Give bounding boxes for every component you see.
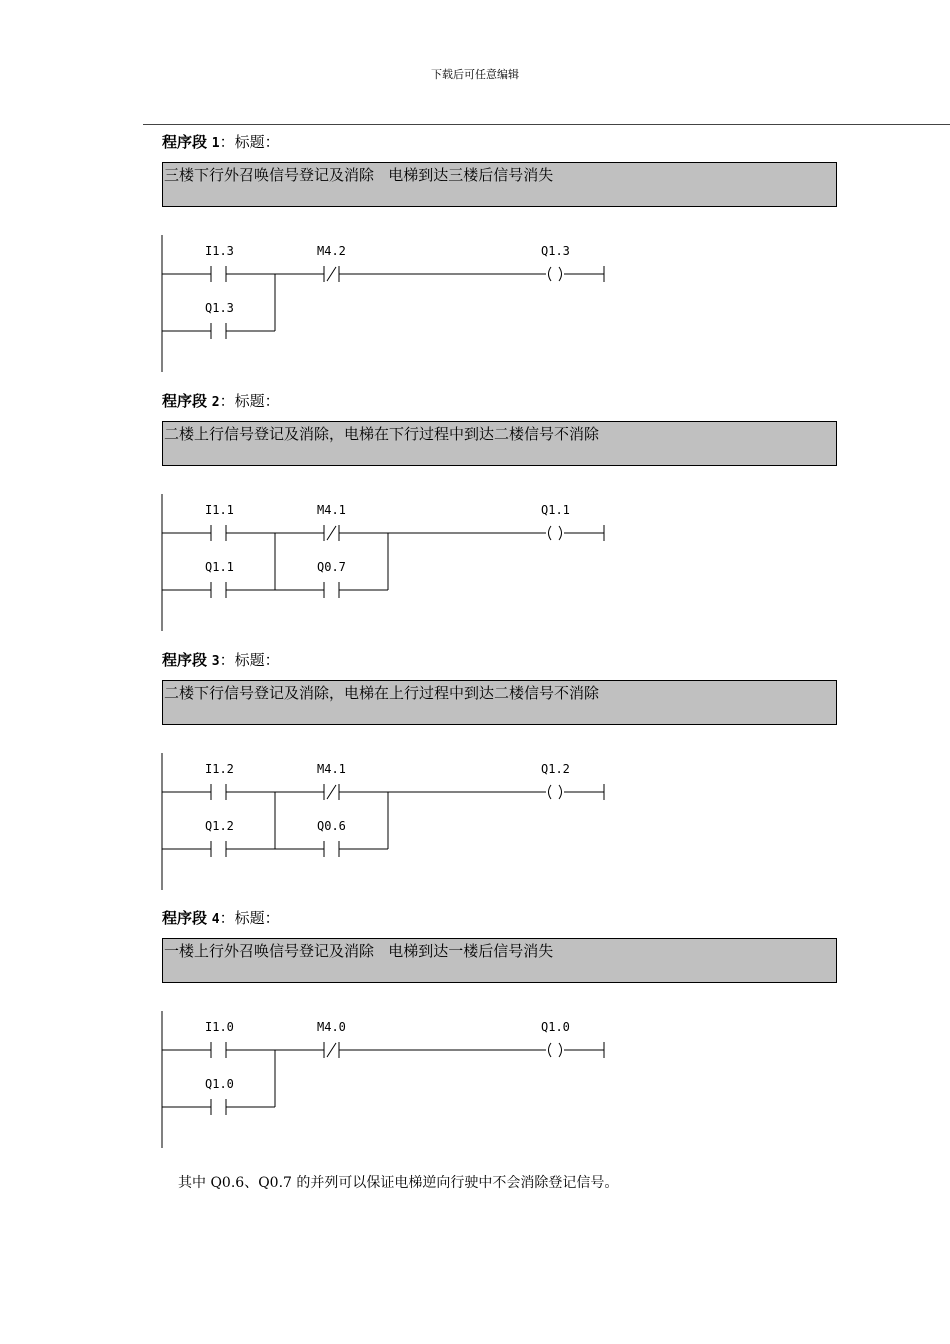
header-note: 下载后可任意编辑 — [431, 68, 519, 81]
contact-label-bypass: Q0.6 — [317, 819, 346, 833]
segment-number: 2 — [211, 395, 220, 410]
coil-symbol — [549, 785, 552, 799]
contact-label-hold: Q1.1 — [205, 560, 234, 574]
segment-1-title — [162, 131, 280, 152]
coil-label: Q1.0 — [541, 1020, 570, 1034]
segment-title-suffix: ：标题： — [219, 909, 280, 927]
contact-label-hold: Q1.2 — [205, 819, 234, 833]
segment-number: 3 — [211, 654, 220, 669]
coil-symbol — [549, 267, 552, 281]
contact-label-input: I1.2 — [205, 762, 234, 776]
contact-label-input: I1.3 — [205, 244, 234, 258]
segment-1-comment[interactable]: 三楼下行外召唤信号登记及消除 电梯到达三楼后信号消失 — [162, 162, 837, 207]
header-divider — [143, 124, 950, 125]
contact-label-interlock: M4.0 — [317, 1020, 346, 1034]
segment-1-ladder — [150, 235, 620, 375]
segment-4-comment[interactable]: 一楼上行外召唤信号登记及消除 电梯到达一楼后信号消失 — [162, 938, 837, 983]
segment-3-ladder — [150, 753, 620, 893]
segment-4-title — [162, 907, 280, 928]
coil-symbol — [549, 526, 552, 540]
coil-label: Q1.3 — [541, 244, 570, 258]
segment-title-suffix: ：标题： — [219, 651, 280, 669]
segment-title-suffix: ：标题： — [219, 392, 280, 410]
coil-label: Q1.1 — [541, 503, 570, 517]
segment-2-ladder — [150, 494, 620, 634]
contact-label-interlock: M4.1 — [317, 503, 346, 517]
segment-label: 程序段 — [162, 133, 208, 151]
segment-number: 1 — [211, 136, 220, 151]
contact-label-bypass: Q0.7 — [317, 560, 346, 574]
coil-symbol — [549, 1043, 552, 1057]
contact-label-input: I1.1 — [205, 503, 234, 517]
contact-label-hold: Q1.3 — [205, 301, 234, 315]
segment-label: 程序段 — [162, 909, 208, 927]
segment-label: 程序段 — [162, 392, 208, 410]
segment-title-suffix: ：标题： — [219, 133, 280, 151]
segment-label: 程序段 — [162, 651, 208, 669]
footnote: 其中 Q0.6、Q0.7 的并列可以保证电梯逆向行驶中不会消除登记信号。 — [178, 1175, 619, 1191]
segment-3-comment[interactable]: 二楼下行信号登记及消除，电梯在上行过程中到达二楼信号不消除 — [162, 680, 837, 725]
contact-label-input: I1.0 — [205, 1020, 234, 1034]
segment-3-title — [162, 649, 280, 670]
segment-number: 4 — [211, 912, 220, 927]
segment-4-ladder — [150, 1011, 620, 1151]
contact-label-interlock: M4.1 — [317, 762, 346, 776]
segment-2-title — [162, 390, 280, 411]
coil-label: Q1.2 — [541, 762, 570, 776]
contact-label-interlock: M4.2 — [317, 244, 346, 258]
segment-2-comment[interactable]: 二楼上行信号登记及消除，电梯在下行过程中到达二楼信号不消除 — [162, 421, 837, 466]
contact-label-hold: Q1.0 — [205, 1077, 234, 1091]
